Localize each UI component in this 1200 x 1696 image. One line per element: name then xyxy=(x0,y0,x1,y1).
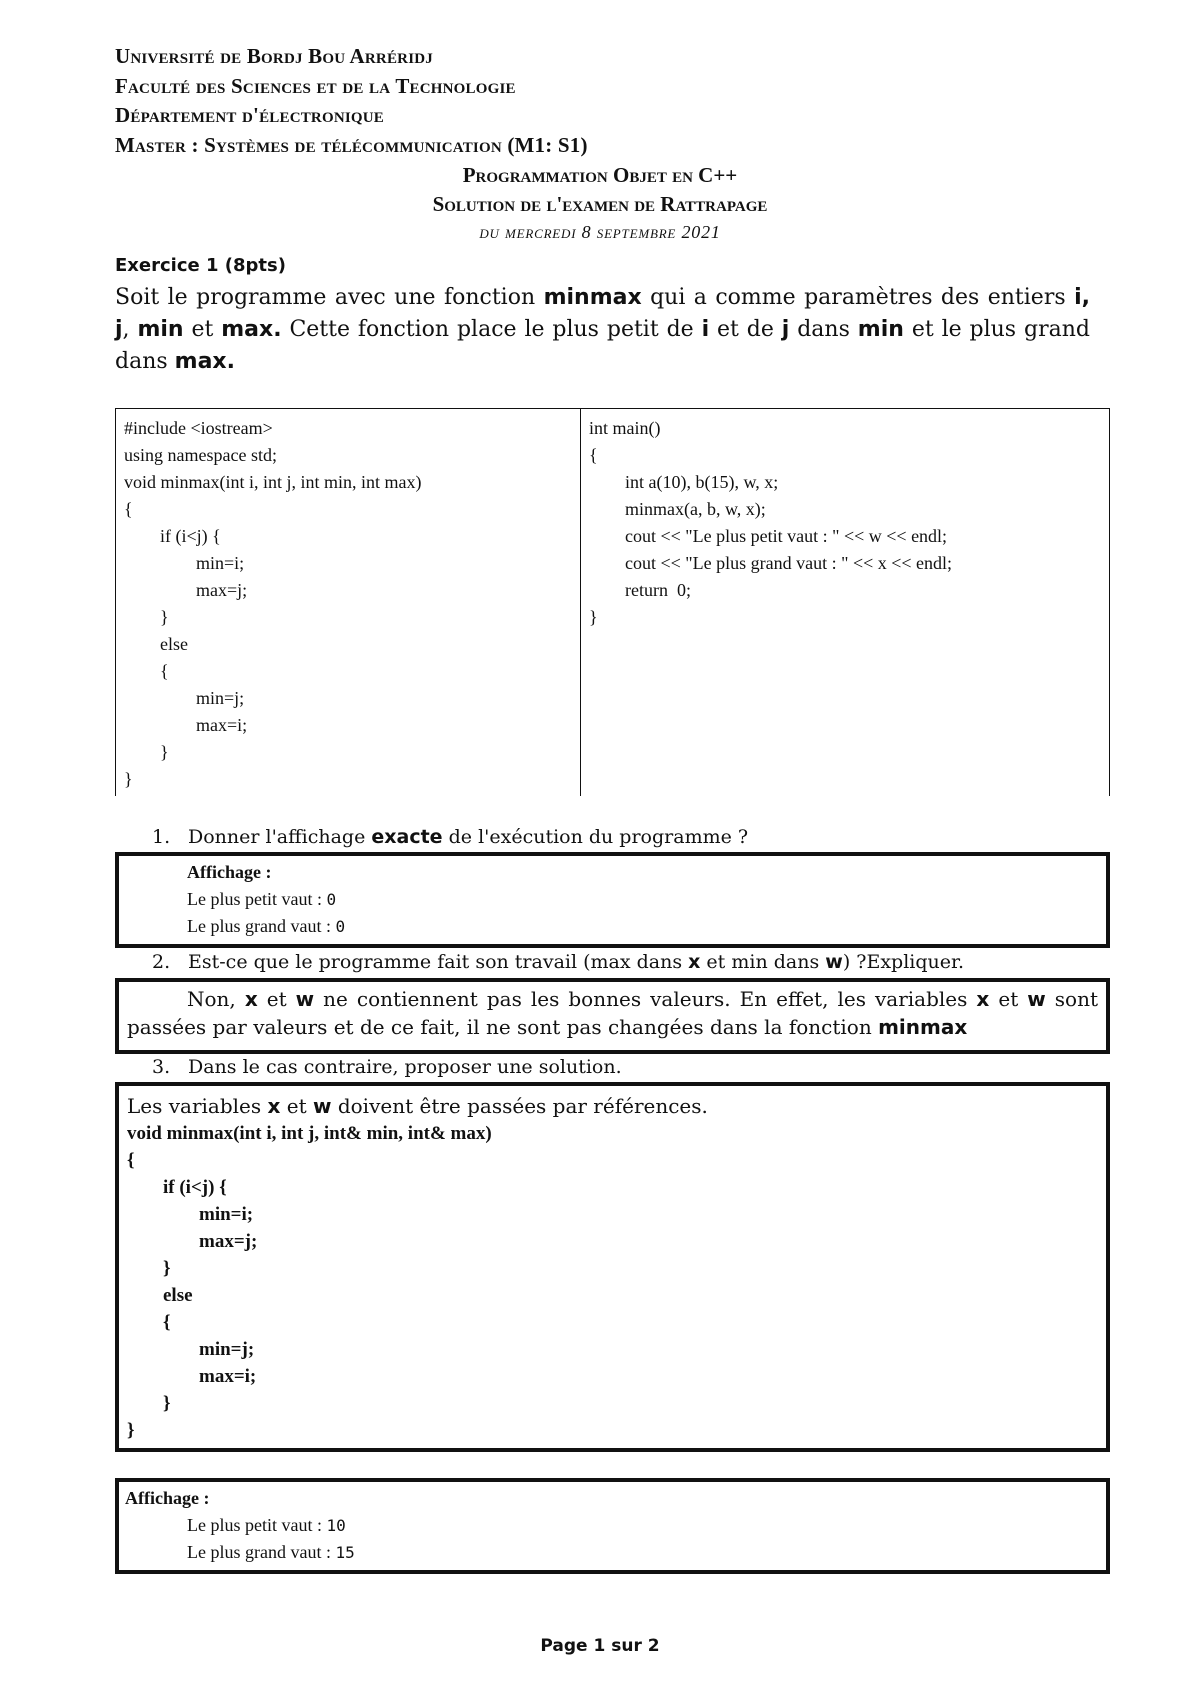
answer-1-box xyxy=(115,852,1110,948)
solution-code-line: void minmax(int i, int j, int& min, int& max) xyxy=(127,1123,492,1144)
output-line-1: Le plus petit vaut : 0 xyxy=(187,889,337,909)
code-line: { xyxy=(589,445,598,465)
exercise-title: Exercice 1 (8pts) xyxy=(115,255,286,276)
solution-code-line: max=j; xyxy=(199,1231,258,1252)
code-line: { xyxy=(124,499,133,519)
solution-code-line: } xyxy=(127,1420,135,1441)
code-line: return 0; xyxy=(625,580,691,600)
code-line: } xyxy=(160,742,169,762)
code-line: { xyxy=(160,661,169,681)
code-line: } xyxy=(589,607,598,627)
solution-code-line: } xyxy=(163,1258,171,1279)
code-right-column xyxy=(581,409,1109,796)
solution-code-line: { xyxy=(127,1150,135,1171)
output-line-2: Le plus grand vaut : 0 xyxy=(187,916,346,936)
code-line: #include <iostream> xyxy=(124,418,273,438)
solution-code-line: else xyxy=(163,1285,193,1306)
code-line: } xyxy=(124,769,133,789)
exam-date: du mercredi 8 septembre 2021 xyxy=(479,222,721,242)
solution-code-line: if (i<j) { xyxy=(163,1177,227,1198)
solution-code-line: { xyxy=(163,1312,171,1333)
code-line: else xyxy=(160,634,188,654)
exam-title: Solution de l'examen de Rattrapage xyxy=(432,192,768,216)
question-2: 2. Est-ce que le programme fait son travail (max dans x et min dans w) ?Expliquer. xyxy=(152,951,965,973)
question-1: 1. Donner l'affichage exacte de l'exécution du programme ? xyxy=(152,826,749,848)
output-line-1: Le plus petit vaut : 10 xyxy=(187,1515,346,1535)
faculty-name: Faculté des Sciences et de la Technologie xyxy=(115,74,516,98)
answer-3-box xyxy=(115,1082,1110,1452)
solution-code-line: min=i; xyxy=(199,1204,254,1225)
output-label: Affichage : xyxy=(125,1488,210,1508)
code-line: max=j; xyxy=(196,580,248,600)
code-line: min=i; xyxy=(196,553,245,573)
output-label: Affichage : xyxy=(187,862,272,882)
code-line: minmax(a, b, w, x); xyxy=(625,499,766,519)
page-number: Page 1 sur 2 xyxy=(540,1636,660,1656)
answer-2-box xyxy=(115,978,1110,1054)
code-line: max=i; xyxy=(196,715,248,735)
solution-intro: Les variables x et w doivent être passées par références. xyxy=(127,1094,708,1118)
exercise-statement: Soit le programme avec une fonction minmax qui a comme paramètres des entiers i, j, min et max. Cette fonction place le plus petit de i et de j dans min et le plus grand dans max. xyxy=(115,285,1090,374)
code-line: int main() xyxy=(589,418,661,438)
code-line: cout << "Le plus grand vaut : " << x << endl; xyxy=(625,553,953,573)
answer-4-box xyxy=(115,1478,1110,1574)
code-line: } xyxy=(160,607,169,627)
code-line: cout << "Le plus petit vaut : " << w << endl; xyxy=(625,526,948,546)
master-program: Master : Systèmes de télécommunication (M1: S1) xyxy=(115,133,588,157)
solution-code-line: max=i; xyxy=(199,1366,257,1387)
code-line: min=j; xyxy=(196,688,245,708)
code-line: int a(10), b(15), w, x; xyxy=(625,472,779,492)
code-line: if (i<j) { xyxy=(160,526,221,546)
answer-2-text: Non, x et w ne contiennent pas les bonnes valeurs. En effet, les variables x et w sont passées par valeurs et de ce fait, il ne sont pas changées dans la fonction minmax xyxy=(127,987,1098,1039)
code-line: using namespace std; xyxy=(124,445,277,465)
question-3: 3. Dans le cas contraire, proposer une solution. xyxy=(152,1056,622,1078)
code-table xyxy=(115,408,1110,796)
code-left-column xyxy=(116,409,581,796)
code-line: void minmax(int i, int j, int min, int max) xyxy=(124,472,422,492)
solution-code-line: min=j; xyxy=(199,1339,255,1360)
solution-code-line: } xyxy=(163,1393,171,1414)
output-line-2: Le plus grand vaut : 15 xyxy=(187,1542,355,1562)
course-title: Programmation Objet en C++ xyxy=(462,163,738,187)
university-name: Université de Bordj Bou Arréridj xyxy=(115,44,433,68)
department-name: Département d'électronique xyxy=(115,103,385,127)
